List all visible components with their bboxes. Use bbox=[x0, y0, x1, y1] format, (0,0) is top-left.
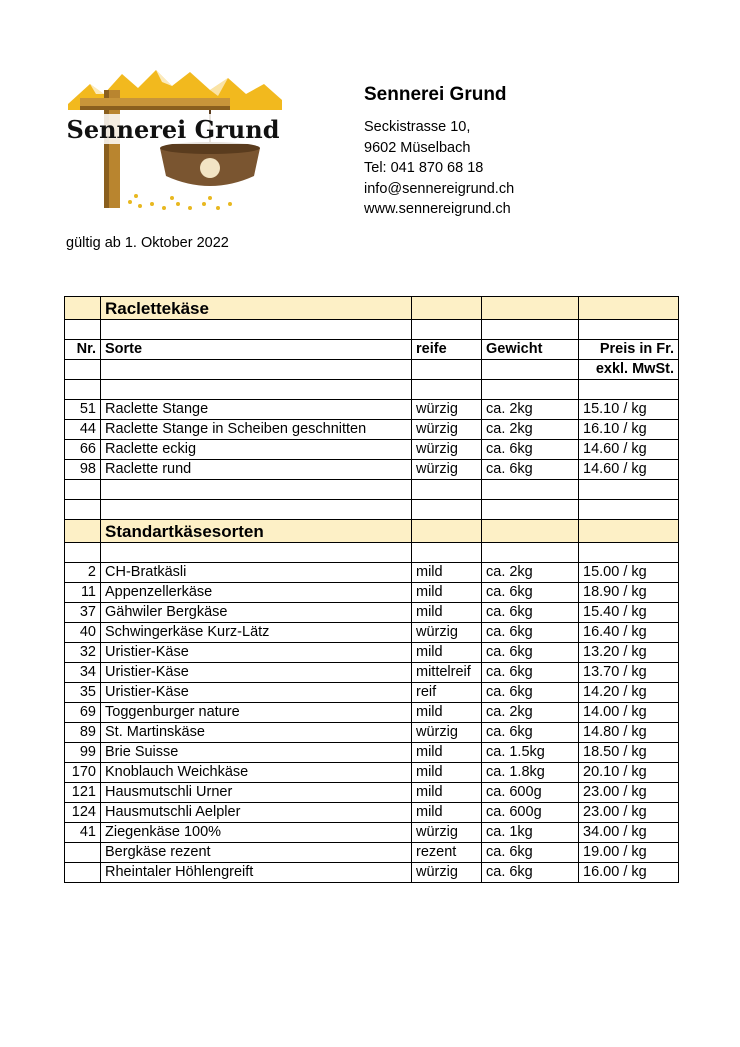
cell-preis: 15.10 / kg bbox=[579, 400, 679, 420]
cell-gewicht: ca. 2kg bbox=[482, 563, 579, 583]
cell-sorte: Raclette Stange in Scheiben geschnitten bbox=[101, 420, 412, 440]
cell-reife: würzig bbox=[412, 420, 482, 440]
cell-sorte: Gähwiler Bergkäse bbox=[101, 603, 412, 623]
table-row bbox=[65, 400, 679, 420]
cell-preis: 14.60 / kg bbox=[579, 460, 679, 480]
cell-sorte: Raclette Stange bbox=[101, 400, 412, 420]
cell-gewicht: ca. 1.5kg bbox=[482, 743, 579, 763]
cell-nr: 2 bbox=[65, 563, 101, 583]
table-row bbox=[65, 783, 679, 803]
cell-nr: 69 bbox=[65, 703, 101, 723]
cell-nr: 41 bbox=[65, 823, 101, 843]
cell-gewicht: ca. 6kg bbox=[482, 440, 579, 460]
cell-preis: 13.20 / kg bbox=[579, 643, 679, 663]
cell-preis: 20.10 / kg bbox=[579, 763, 679, 783]
header-sorte: Sorte bbox=[101, 340, 412, 360]
cell-preis: 14.00 / kg bbox=[579, 703, 679, 723]
cell-gewicht: ca. 1kg bbox=[482, 823, 579, 843]
cell-preis: 14.60 / kg bbox=[579, 440, 679, 460]
cell-sorte: CH-Bratkäsli bbox=[101, 563, 412, 583]
company-info bbox=[364, 84, 514, 220]
cell-sorte: Brie Suisse bbox=[101, 743, 412, 763]
section-header-raclette bbox=[65, 297, 679, 320]
cell-gewicht: ca. 6kg bbox=[482, 723, 579, 743]
cell-nr: 89 bbox=[65, 723, 101, 743]
table-row bbox=[65, 663, 679, 683]
cell-preis: 13.70 / kg bbox=[579, 663, 679, 683]
cell-gewicht: ca. 6kg bbox=[482, 603, 579, 623]
cell-reife: würzig bbox=[412, 823, 482, 843]
table-row bbox=[65, 563, 679, 583]
cell-nr: 124 bbox=[65, 803, 101, 823]
table-row bbox=[65, 703, 679, 723]
cell-sorte: Raclette rund bbox=[101, 460, 412, 480]
cell-gewicht: ca. 6kg bbox=[482, 843, 579, 863]
cell-reife: mild bbox=[412, 783, 482, 803]
table-row bbox=[65, 683, 679, 703]
cell-sorte: Ziegenkäse 100% bbox=[101, 823, 412, 843]
cell-preis: 23.00 / kg bbox=[579, 803, 679, 823]
cell-nr: 98 bbox=[65, 460, 101, 480]
cell-nr: 99 bbox=[65, 743, 101, 763]
cell-reife: mild bbox=[412, 803, 482, 823]
cell-reife: würzig bbox=[412, 440, 482, 460]
cell-preis: 19.00 / kg bbox=[579, 843, 679, 863]
cell-preis: 15.00 / kg bbox=[579, 563, 679, 583]
cell-gewicht: ca. 2kg bbox=[482, 400, 579, 420]
cell-preis: 18.90 / kg bbox=[579, 583, 679, 603]
table-row bbox=[65, 440, 679, 460]
cell-nr: 40 bbox=[65, 623, 101, 643]
cell-gewicht: ca. 600g bbox=[482, 783, 579, 803]
cell-sorte: Hausmutschli Urner bbox=[101, 783, 412, 803]
cell-nr: 11 bbox=[65, 583, 101, 603]
company-email: info@sennereigrund.ch bbox=[364, 180, 515, 197]
header-preis: Preis in Fr. bbox=[579, 340, 679, 360]
table-row bbox=[65, 420, 679, 440]
table-row bbox=[65, 623, 679, 643]
svg-text:Sennerei Grund: Sennerei Grund bbox=[66, 115, 280, 144]
empty-row bbox=[65, 543, 679, 563]
cell-reife: mild bbox=[412, 643, 482, 663]
header-nr: Nr. bbox=[65, 340, 101, 360]
company-phone: Tel: 041 870 68 18 bbox=[364, 160, 484, 176]
cell-sorte: St. Martinskäse bbox=[101, 723, 412, 743]
table-row bbox=[65, 863, 679, 883]
cell-nr: 170 bbox=[65, 763, 101, 783]
empty-row bbox=[65, 500, 679, 520]
cell-reife: mild bbox=[412, 583, 482, 603]
company-street: Seckistrasse 10, bbox=[364, 119, 471, 135]
cell-nr: 44 bbox=[65, 420, 101, 440]
header-gewicht: Gewicht bbox=[482, 340, 579, 360]
empty-row bbox=[65, 320, 679, 340]
cell-nr: 35 bbox=[65, 683, 101, 703]
cell-nr bbox=[65, 863, 101, 883]
table-row bbox=[65, 763, 679, 783]
cheese-mountain-logo bbox=[60, 64, 286, 214]
table-row bbox=[65, 823, 679, 843]
cell-sorte: Uristier-Käse bbox=[101, 643, 412, 663]
cell-gewicht: ca. 6kg bbox=[482, 643, 579, 663]
cell-sorte: Schwingerkäse Kurz-Lätz bbox=[101, 623, 412, 643]
cell-sorte: Bergkäse rezent bbox=[101, 843, 412, 863]
table-row bbox=[65, 843, 679, 863]
cell-gewicht: ca. 600g bbox=[482, 803, 579, 823]
cell-preis: 18.50 / kg bbox=[579, 743, 679, 763]
table-row bbox=[65, 583, 679, 603]
cell-sorte: Raclette eckig bbox=[101, 440, 412, 460]
cell-preis: 16.40 / kg bbox=[579, 623, 679, 643]
cell-gewicht: ca. 6kg bbox=[482, 460, 579, 480]
header-reife: reife bbox=[412, 340, 482, 360]
table-row bbox=[65, 803, 679, 823]
cell-nr: 32 bbox=[65, 643, 101, 663]
table-row bbox=[65, 460, 679, 480]
cell-gewicht: ca. 6kg bbox=[482, 863, 579, 883]
cell-sorte: Uristier-Käse bbox=[101, 683, 412, 703]
section-title: Standartkäsesorten bbox=[101, 520, 412, 543]
cell-preis: 14.80 / kg bbox=[579, 723, 679, 743]
cell-reife: reif bbox=[412, 683, 482, 703]
cell-nr: 34 bbox=[65, 663, 101, 683]
cell-reife: mild bbox=[412, 763, 482, 783]
cell-nr: 37 bbox=[65, 603, 101, 623]
company-website: www.sennereigrund.ch bbox=[364, 201, 511, 217]
cell-gewicht: ca. 6kg bbox=[482, 583, 579, 603]
valid-from-date: gültig ab 1. Oktober 2022 bbox=[66, 235, 229, 251]
cell-nr: 66 bbox=[65, 440, 101, 460]
cell-sorte: Toggenburger nature bbox=[101, 703, 412, 723]
cell-reife: würzig bbox=[412, 863, 482, 883]
cell-sorte: Appenzellerkäse bbox=[101, 583, 412, 603]
header-preis-sub: exkl. MwSt. bbox=[579, 360, 679, 380]
section-header-standard bbox=[65, 520, 679, 543]
cell-preis: 16.10 / kg bbox=[579, 420, 679, 440]
cell-gewicht: ca. 1.8kg bbox=[482, 763, 579, 783]
cell-preis: 16.00 / kg bbox=[579, 863, 679, 883]
cell-reife: mittelreif bbox=[412, 663, 482, 683]
company-name: Sennerei Grund bbox=[364, 84, 507, 105]
cell-gewicht: ca. 6kg bbox=[482, 683, 579, 703]
cell-preis: 34.00 / kg bbox=[579, 823, 679, 843]
cell-nr: 51 bbox=[65, 400, 101, 420]
cell-reife: mild bbox=[412, 703, 482, 723]
table-subheader-row bbox=[65, 360, 679, 380]
cell-reife: mild bbox=[412, 743, 482, 763]
cell-reife: würzig bbox=[412, 723, 482, 743]
cell-reife: rezent bbox=[412, 843, 482, 863]
cell-preis: 15.40 / kg bbox=[579, 603, 679, 623]
cell-gewicht: ca. 6kg bbox=[482, 663, 579, 683]
cell-reife: mild bbox=[412, 603, 482, 623]
empty-row bbox=[65, 480, 679, 500]
cell-reife: würzig bbox=[412, 623, 482, 643]
company-city: 9602 Müselbach bbox=[364, 139, 471, 156]
table-row bbox=[65, 603, 679, 623]
cell-nr: 121 bbox=[65, 783, 101, 803]
cell-gewicht: ca. 2kg bbox=[482, 420, 579, 440]
cell-sorte: Uristier-Käse bbox=[101, 663, 412, 683]
empty-row bbox=[65, 380, 679, 400]
cell-sorte: Knoblauch Weichkäse bbox=[101, 763, 412, 783]
table-row bbox=[65, 723, 679, 743]
cell-reife: würzig bbox=[412, 400, 482, 420]
table-row bbox=[65, 643, 679, 663]
cell-gewicht: ca. 2kg bbox=[482, 703, 579, 723]
cell-sorte: Hausmutschli Aelpler bbox=[101, 803, 412, 823]
table-row bbox=[65, 743, 679, 763]
price-table bbox=[64, 296, 679, 883]
section-title: Raclettekäse bbox=[101, 297, 412, 320]
cell-preis: 23.00 / kg bbox=[579, 783, 679, 803]
cell-nr bbox=[65, 843, 101, 863]
cell-reife: würzig bbox=[412, 460, 482, 480]
cell-sorte: Rheintaler Höhlengreift bbox=[101, 863, 412, 883]
cell-preis: 14.20 / kg bbox=[579, 683, 679, 703]
table-header-row bbox=[65, 340, 679, 360]
cell-reife: mild bbox=[412, 563, 482, 583]
cell-gewicht: ca. 6kg bbox=[482, 623, 579, 643]
